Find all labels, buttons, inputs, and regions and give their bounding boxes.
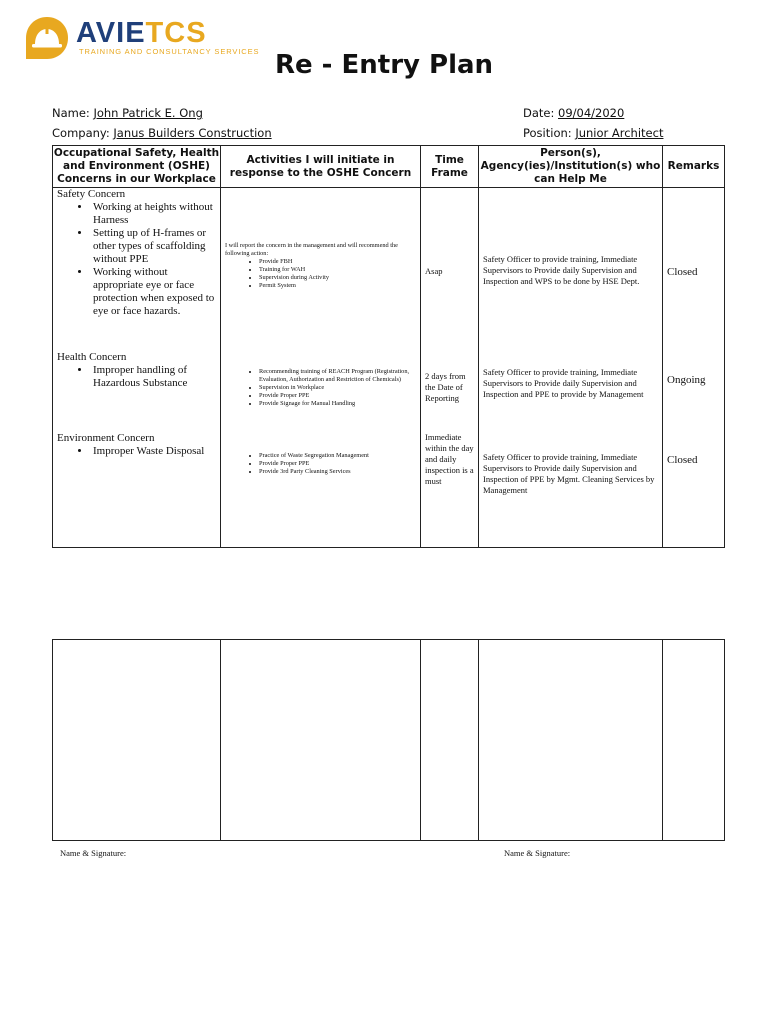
blank-cell (221, 640, 421, 841)
signature-right: Name & Signature: (504, 848, 571, 858)
list-item: • Training for WAH (259, 266, 420, 274)
list-item: • Provide FBH (259, 258, 420, 266)
position-value: Junior Architect (575, 126, 664, 140)
environment-concern-block (53, 432, 220, 458)
health-time-frame: 2 days from the Date of Reporting (425, 371, 466, 403)
health-concern-block (53, 351, 220, 390)
logo-wordmark: AVIETCS (76, 17, 207, 49)
position-label: Position: (523, 126, 572, 140)
list-item: • Practice of Waste Segregation Management (259, 452, 420, 460)
activities-cell (221, 188, 421, 548)
blank-cell (421, 640, 479, 841)
concerns-cell (53, 188, 221, 548)
remarks-cell (663, 188, 725, 548)
header-remarks: Remarks (663, 146, 725, 188)
time-frame-cell (421, 188, 479, 548)
header-activities: Activities I will initiate in response to the OSHE Concern (221, 146, 421, 188)
list-item: • Provide Signage for Manual Handling (259, 400, 420, 408)
list-item: • Improper handling of Hazardous Substance (91, 364, 220, 390)
name-field (52, 106, 203, 120)
table-row (53, 188, 725, 548)
activities-intro: I will report the concern in the management and will recommend the following action: (225, 242, 398, 257)
name-label: Name: (52, 106, 90, 120)
table-header-row (53, 146, 725, 188)
date-field (523, 106, 624, 120)
list-item: • Supervision during Activity (259, 274, 420, 282)
date-value: 09/04/2020 (558, 106, 625, 120)
signature-left: Name & Signature: (60, 848, 127, 858)
header-concerns: Occupational Safety, Health and Environment (OSHE) Concerns in our Workplace (53, 146, 221, 188)
list-item: • Provide Proper PPE (259, 392, 420, 400)
header-persons: Person(s), Agency(ies)/Institution(s) who can Help Me (479, 146, 663, 188)
list-item: • Provide Proper PPE (259, 460, 420, 468)
safety-remark: Closed (667, 266, 698, 278)
environment-time-frame: Immediate within the day and daily inspection is a must (425, 432, 474, 486)
environment-activities (221, 452, 420, 476)
blank-plan-table (52, 639, 725, 841)
safety-concern-title: Safety Concern (57, 188, 126, 200)
blank-cell (479, 640, 663, 841)
health-concern-title: Health Concern (57, 351, 127, 363)
list-item: • Provide 3rd Party Cleaning Services (259, 468, 420, 476)
safety-concern-block (53, 188, 220, 318)
environment-persons: Safety Officer to provide training, Immediate Supervisors to Provide daily Supervision and Inspection of PPE by Mgmt. Cleaning Services by Management (483, 452, 655, 495)
name-value: John Patrick E. Ong (93, 106, 203, 120)
company-value: Janus Builders Construction (113, 126, 272, 140)
safety-activities (221, 242, 420, 290)
blank-cell (663, 640, 725, 841)
list-item: • Supervision in Workplace (259, 384, 420, 392)
logo-tagline: TRAINING AND CONSULTANCY SERVICES (79, 47, 260, 56)
table-row (53, 640, 725, 841)
company-field (52, 126, 272, 140)
list-item: • Permit System (259, 282, 420, 290)
environment-concern-title: Environment Concern (57, 432, 155, 444)
list-item: • Working without appropriate eye or face protection when exposed to eye or face hazards. (91, 266, 220, 318)
persons-cell (479, 188, 663, 548)
safety-time-frame: Asap (425, 266, 443, 276)
list-item: • Improper Waste Disposal (91, 445, 220, 458)
reentry-plan-table (52, 145, 725, 548)
date-label: Date: (523, 106, 555, 120)
page-title: Re - Entry Plan (274, 50, 494, 80)
health-activities (221, 368, 420, 408)
list-item: • Working at heights without Harness (91, 201, 220, 227)
health-persons: Safety Officer to provide training, Immediate Supervisors to Provide daily Supervision and Inspection and PPE to provide by Management (483, 367, 644, 399)
list-item: • Setting up of H-frames or other types of scaffolding without PPE (91, 227, 220, 266)
safety-persons: Safety Officer to provide training, Immediate Supervisors to Provide daily Supervision and Inspection and WPS to be done by HSE Dept. (483, 254, 640, 286)
health-remark: Ongoing (667, 374, 706, 386)
environment-remark: Closed (667, 454, 698, 466)
header-time-frame: Time Frame (421, 146, 479, 188)
blank-cell (53, 640, 221, 841)
position-field (523, 126, 663, 140)
list-item: • Recommending training of REACH Program (Registration, Evaluation, Authorization and Restriction of Chemicals) (259, 368, 420, 384)
company-label: Company: (52, 126, 110, 140)
